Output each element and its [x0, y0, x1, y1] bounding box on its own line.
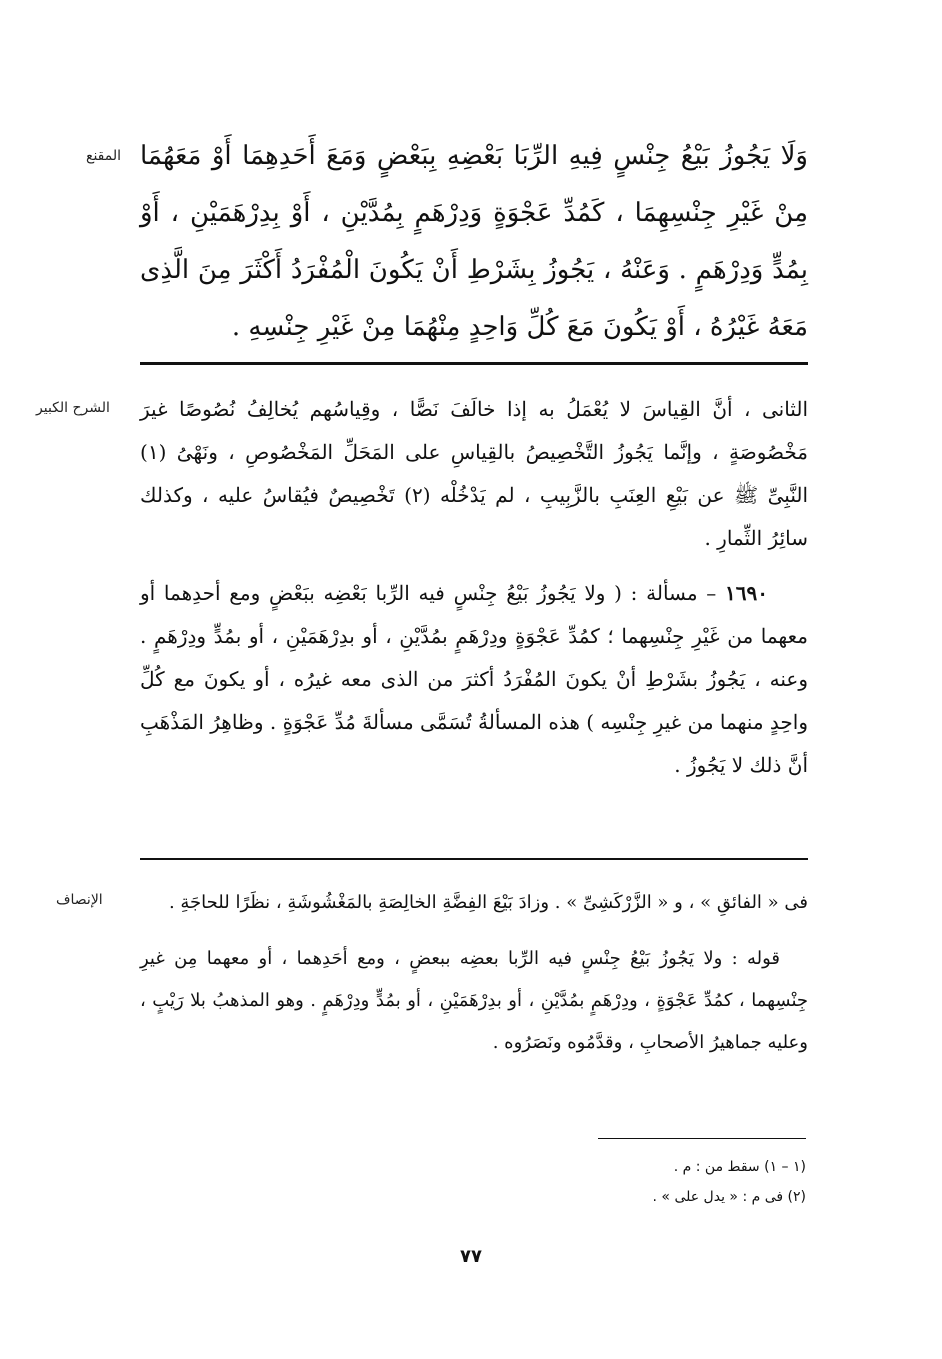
footnote-1: (١ – ١) سقط من : م . — [673, 1159, 806, 1175]
footnote-2: (٢) فى م : « يدل على » . — [652, 1189, 806, 1205]
section-label-sharh: الشرح الكبير — [36, 400, 110, 416]
muqni-text-block — [140, 128, 808, 356]
sharh-text-block — [140, 388, 808, 787]
section-label-muqni: المقنع — [86, 148, 122, 164]
page-number: ٧٧ — [460, 1246, 482, 1267]
insaf-paragraph-2: قوله : ولا يَجُوزُ بَيْعُ جِنْسٍ فيه الرِّبا بعضِه ببعضٍ ، ومع أحَدِهما ، أو معهما مِن غيرِ جِنْسِهما ، كمُدِّ عَجْوَةٍ ، ودِرْهَمٍ بمُدَّيْنِ ، أو بدِرْهَمَيْنِ ، أو بمُدٍّ ودِرْهَمٍ . وهو المذهبُ بلا رَيْبٍ ، وعليه جماهيرُ الأصحابِ ، وقدَّمُوه ونَصَرُوه . — [140, 948, 808, 1053]
section-divider-1 — [140, 362, 808, 365]
sharh-paragraph-1: الثانى ، أنَّ القِياسَ لا يُعْمَلُ به إذا خالَفَ نَصًّا ، وقِياسُهم يُخالِفُ نُصُوصًا غيرَ مَخْصُوصَةٍ ، وإنَّما يَجُوزُ التَّخْصِيصُ بالقِياسِ على المَحَلِّ المَخْصُوصِ ، ونَهْىُ (١) النَّبِىِّ ﷺ عن بَيْعِ العِنَبِ بالزَّبِيبِ ، لم يَدْخُلْه (٢) تَخْصِيصٌ فيُقاسُ عليه ، وكذلك سائِرُ الثِّمارِ . — [140, 397, 809, 550]
insaf-paragraph-1: فى « الفائقِ » ، و « الزَّرْكَشِىِّ » . وزادَ بَيْعَ الفِضَّةِ الخالِصَةِ بالمَغْشُوشَةِ ، نظَرًا للحاجَةِ . — [168, 892, 808, 913]
section-label-insaf: الإنصاف — [56, 892, 103, 908]
issue-number: ١٦٩٠ — [725, 581, 769, 605]
sharh-paragraph-2-text: – مسألة : ( ولا يَجُوزُ بَيْعُ جِنْسٍ فيه الرِّبا بَعْضِه ببَعْضٍ ومع أحدِهما أو معهما من غَيْرِ جِنْسِهما ؛ كمُدِّ عَجْوَةٍ ودِرْهَمٍ بمُدَّيْنِ ، أو بدِرْهَمَيْنِ ، أو بمُدٍّ ودِرْهَمٍ . وعنه ، يَجُوزُ بشَرْطِ أنْ يكونَ المُفْرَدُ أكثرَ من الذى معه غيرُه ، أو يكونَ مع كُلِّ واحِدٍ منهما من غيرِ جِنْسِه ) هذه المسألةُ تُسَمَّى مسألةَ مُدِّ عَجْوَةٍ . وظاهِرُ المَذْهَبِ أنَّ ذلك لا يَجُوزُ . — [140, 581, 808, 777]
sharh-paragraph-2 — [140, 572, 808, 787]
section-divider-2 — [140, 858, 808, 860]
muqni-paragraph: وَلَا يَجُوزُ بَيْعُ جِنْسٍ فِيهِ الرِّبَا بَعْضِهِ بِبَعْضٍ وَمَعَ أَحَدِهِمَا أَوْ مَعَهُمَا مِنْ غَيْرِ جِنْسِهِمَا ، كَمُدِّ عَجْوَةٍ وَدِرْهَمٍ بِمُدَّيْنِ ، أَوْ بِدِرْهَمَيْنِ ، أَوْ بِمُدٍّ وَدِرْهَمٍ . وَعَنْهُ ، يَجُوزُ بِشَرْطِ أَنْ يَكُونَ الْمُفْرَدُ أَكْثَرَ مِنَ الَّذِى مَعَهُ غَيْرُهُ ، أَوْ يَكُونَ مَعَ كُلِّ وَاحِدٍ مِنْهُمَا مِنْ غَيْرِ جِنْسِهِ . — [140, 141, 808, 342]
footnotes — [500, 1152, 806, 1212]
footnote-divider — [598, 1138, 806, 1139]
insaf-text-block — [140, 882, 808, 1064]
